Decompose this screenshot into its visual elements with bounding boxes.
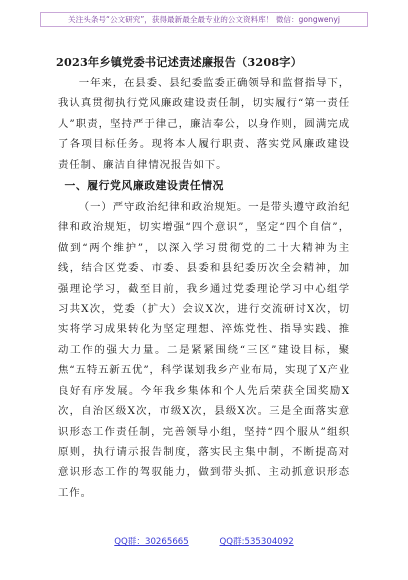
promo-banner: 关注头条号“公文研究”，获得最新最全最专业的公文资料库！ 微信：gongwenyj <box>40 12 368 27</box>
footer <box>0 535 408 547</box>
document-body <box>58 73 350 503</box>
intro-paragraph: 一年来，在县委、县纪委监委正确领导和监督指导下，我认真贯彻执行党风廉政建设责任制，切实履行“第一责任人”职责，坚持严于律己，廉洁奉公，以身作则，圆满完成了各项目标任务。现将本人履行职责、落实党风廉政建设责任制、廉洁自律情况报告如下。 <box>58 77 350 171</box>
document-title: 2023年乡镇党委书记述责述廉报告（3208字） <box>56 55 303 69</box>
footer-qq-group-2[interactable]: QQ群:535304092 <box>219 537 294 547</box>
section-heading: 一、履行党风廉政建设责任情况 <box>64 179 225 193</box>
footer-qq-group-1[interactable]: QQ群：30265665 <box>114 537 189 547</box>
section-paragraph: （一）严守政治纪律和政治规矩。一是带头遵守政治纪律和政治规矩，切实增强“四个意识”，坚定“四个自信”，做到“两个维护”，以深入学习贯彻党的二十大精神为主线，结合区党委、市委、县委和县纪委历次全会精神，加强理论学习，截至目前，我乡通过党委理论学习中心组学习共X次，党委（扩大）会议X次，进行交流研讨X次，切实将学习成果转化为坚定理想、淬炼党性、指导实践、推动工作的强大力量。二是紧紧围绕“三区”建设目标，聚焦“五特五新五优”，科学谋划我乡产业布局，实现了X产业良好有序发展。今年我乡集体和个人先后荣获全国奖励X次，自治区级X次，市级X次，县级X次。三是全面落实意识形态工作责任制，完善领导小组，坚持“四个服从”组织原则，执行请示报告制度，落实民主集中制，不断提高对意识形态工作的驾驭能力，做到带头抓、主动抓意识形态工作。 <box>58 201 350 499</box>
